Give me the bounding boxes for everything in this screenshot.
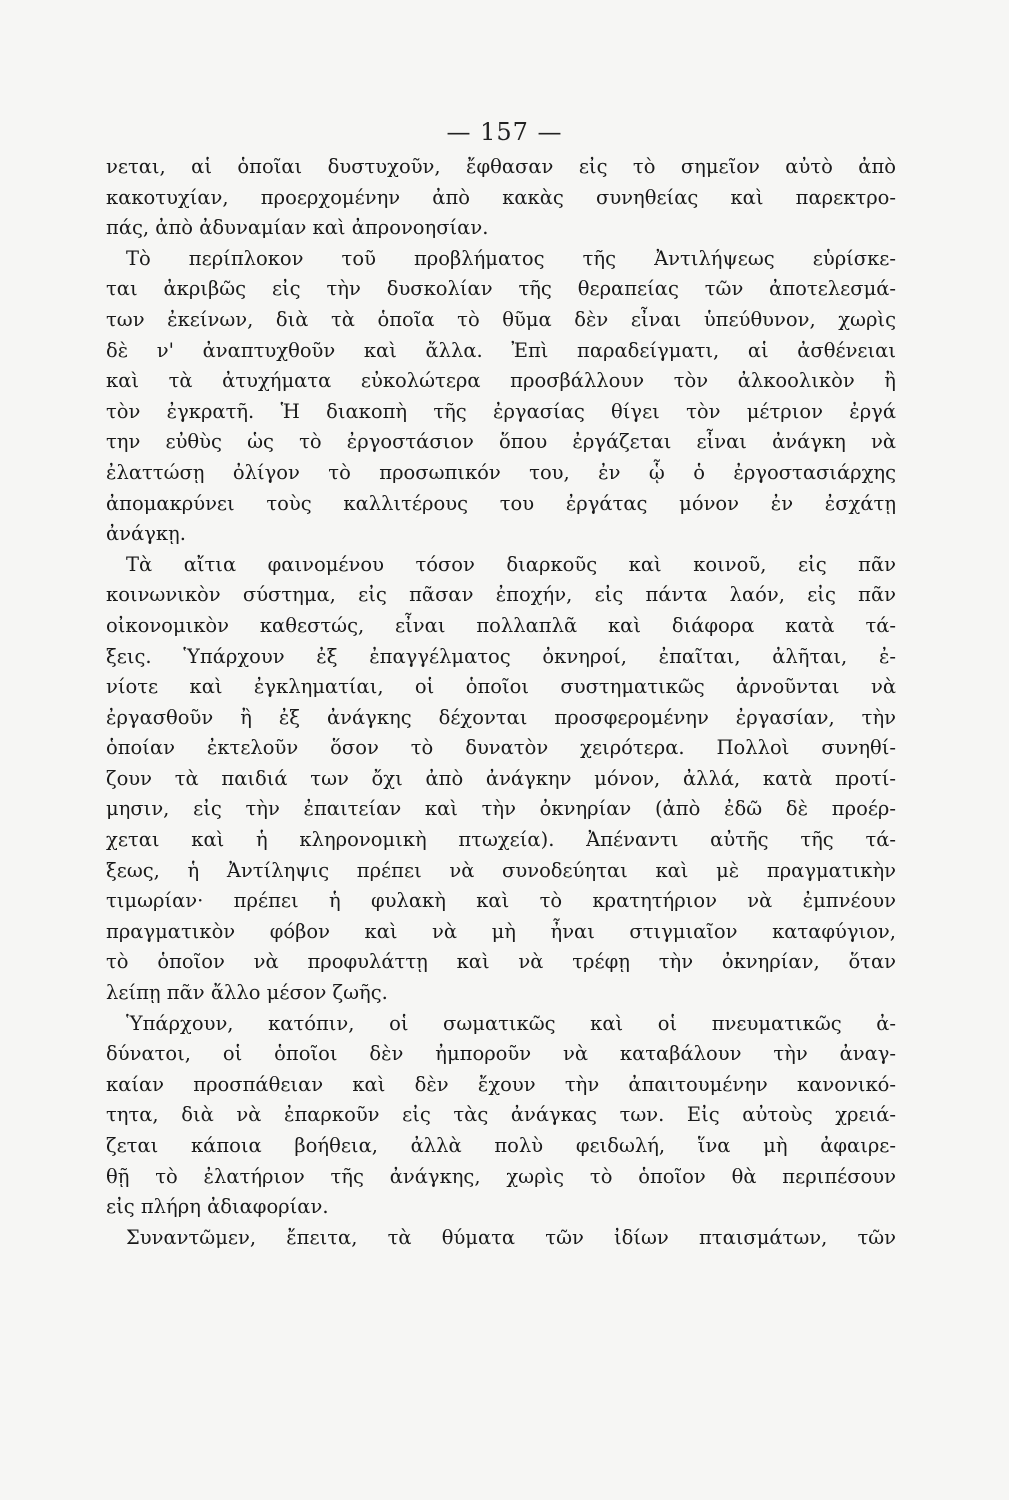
text-line: ξεως, ἡ Ἀντίληψις πρέπει νὰ συνοδεύηται καὶ μὲ πραγματικὴν bbox=[106, 858, 896, 882]
body-text bbox=[106, 152, 896, 1253]
text-line: ἀπομακρύνει τοὺς καλλιτέρους του ἐργάτας μόνον ἐν ἐσχάτῃ bbox=[106, 491, 896, 515]
text-line: μησιν, εἰς τὴν ἐπαιτείαν καὶ τὴν ὀκνηρίαν (ἀπὸ ἐδῶ δὲ προέρ- bbox=[106, 797, 896, 821]
text-line: κακοτυχίαν, προερχομένην ἀπὸ κακὰς συνηθείας καὶ παρεκτρο- bbox=[106, 185, 896, 209]
text-line: κοινωνικὸν σύστημα, εἰς πᾶσαν ἐποχήν, εἰς πάντα λαόν, εἰς πᾶν bbox=[106, 583, 896, 607]
text-line: Ὑπάρχουν, κατόπιν, οἱ σωματικῶς καὶ οἱ πνευματικῶς ἀ- bbox=[126, 1011, 896, 1035]
text-line: Συναντῶμεν, ἔπειτα, τὰ θύματα τῶν ἰδίων πταισμάτων, τῶν bbox=[126, 1225, 896, 1249]
text-line: ἐργασθοῦν ἢ ἐξ ἀνάγκης δέχονται προσφερομένην ἐργασίαν, τὴν bbox=[106, 705, 896, 729]
text-line: ζουν τὰ παιδιά των ὄχι ἀπὸ ἀνάγκην μόνον, ἀλλά, κατὰ προτί- bbox=[106, 766, 896, 790]
text-line: Τὸ περίπλοκον τοῦ προβλήματος τῆς Ἀντιλήψεως εὑρίσκε- bbox=[126, 246, 896, 270]
text-line: ἀνάγκῃ. bbox=[106, 522, 186, 546]
text-line: χεται καὶ ἡ κληρονομικὴ πτωχεία). Ἀπέναντι αὐτῆς τῆς τά- bbox=[106, 828, 896, 852]
text-line: καὶ τὰ ἀτυχήματα εὐκολώτερα προσβάλλουν τὸν ἀλκοολικὸν ἢ bbox=[106, 369, 896, 393]
text-line: πραγματικὸν φόβον καὶ νὰ μὴ ἦναι στιγμιαῖον καταφύγιον, bbox=[106, 919, 896, 943]
text-line: νεται, αἱ ὁποῖαι δυστυχοῦν, ἔφθασαν εἰς τὸ σημεῖον αὐτὸ ἀπὸ bbox=[106, 155, 896, 178]
text-line: ζεται κάποια βοήθεια, ἀλλὰ πολὺ φειδωλή, ἵνα μὴ ἀφαιρε- bbox=[106, 1134, 896, 1157]
text-line: πάς, ἀπὸ ἀδυναμίαν καὶ ἀπρονοησίαν. bbox=[106, 216, 489, 240]
text-line: ἐλαττώσῃ ὀλίγον τὸ προσωπικόν του, ἐν ᾧ ὁ ἐργοστασιάρχης bbox=[106, 460, 896, 484]
text-line: Τὰ αἴτια φαινομένου τόσον διαρκοῦς καὶ κοινοῦ, εἰς πᾶν bbox=[126, 552, 896, 576]
text-line: τιμωρίαν· πρέπει ἡ φυλακὴ καὶ τὸ κρατητήριον νὰ ἐμπνέουν bbox=[106, 889, 896, 913]
text-line: λείπῃ πᾶν ἄλλο μέσον ζωῆς. bbox=[106, 981, 388, 1005]
text-line: τητα, διὰ νὰ ἐπαρκοῦν εἰς τὰς ἀνάγκας των. Εἰς αὐτοὺς χρειά- bbox=[106, 1103, 896, 1127]
text-line: οἰκονομικὸν καθεστώς, εἶναι πολλαπλᾶ καὶ διάφορα κατὰ τά- bbox=[106, 613, 896, 637]
page-number: — 157 — bbox=[446, 118, 563, 146]
text-line: ὁποίαν ἐκτελοῦν ὅσον τὸ δυνατὸν χειρότερα. Πολλοὶ συνηθί- bbox=[106, 736, 896, 760]
text-line: καίαν προσπάθειαν καὶ δὲν ἔχουν τὴν ἀπαιτουμένην κανονικό- bbox=[106, 1072, 896, 1096]
text-line: ται ἀκριβῶς εἰς τὴν δυσκολίαν τῆς θεραπείας τῶν ἀποτελεσμά- bbox=[106, 277, 896, 301]
text-line: ξεις. Ὑπάρχουν ἐξ ἐπαγγέλματος ὀκνηροί, ἐπαῖται, ἀλῆται, ἐ- bbox=[106, 644, 896, 668]
text-line: των ἐκείνων, διὰ τὰ ὁποῖα τὸ θῦμα δὲν εἶναι ὑπεύθυνον, χωρὶς bbox=[106, 307, 896, 331]
text-line: δὲ ν' ἀναπτυχθοῦν καὶ ἄλλα. Ἐπὶ παραδείγματι, αἱ ἀσθένειαι bbox=[106, 338, 896, 362]
text-line: την εὐθὺς ὡς τὸ ἐργοστάσιον ὅπου ἐργάζεται εἶναι ἀνάγκη νὰ bbox=[106, 430, 896, 454]
text-line: δύνατοι, οἱ ὁποῖοι δὲν ἠμποροῦν νὰ καταβάλουν τὴν ἀναγ- bbox=[106, 1042, 896, 1066]
text-line: τὸν ἐγκρατῆ. Ἡ διακοπὴ τῆς ἐργασίας θίγει τὸν μέτριον ἐργά bbox=[106, 399, 896, 423]
text-line: νίοτε καὶ ἐγκληματίαι, οἱ ὁποῖοι συστηματικῶς ἀρνοῦνται νὰ bbox=[106, 675, 896, 699]
text-line: θῇ τὸ ἐλατήριον τῆς ἀνάγκης, χωρὶς τὸ ὁποῖον θὰ περιπέσουν bbox=[106, 1164, 896, 1188]
text-line: τὸ ὁποῖον νὰ προφυλάττῃ καὶ νὰ τρέφῃ τὴν ὀκνηρίαν, ὅταν bbox=[106, 950, 896, 974]
text-line: εἰς πλήρη ἀδιαφορίαν. bbox=[106, 1195, 329, 1219]
